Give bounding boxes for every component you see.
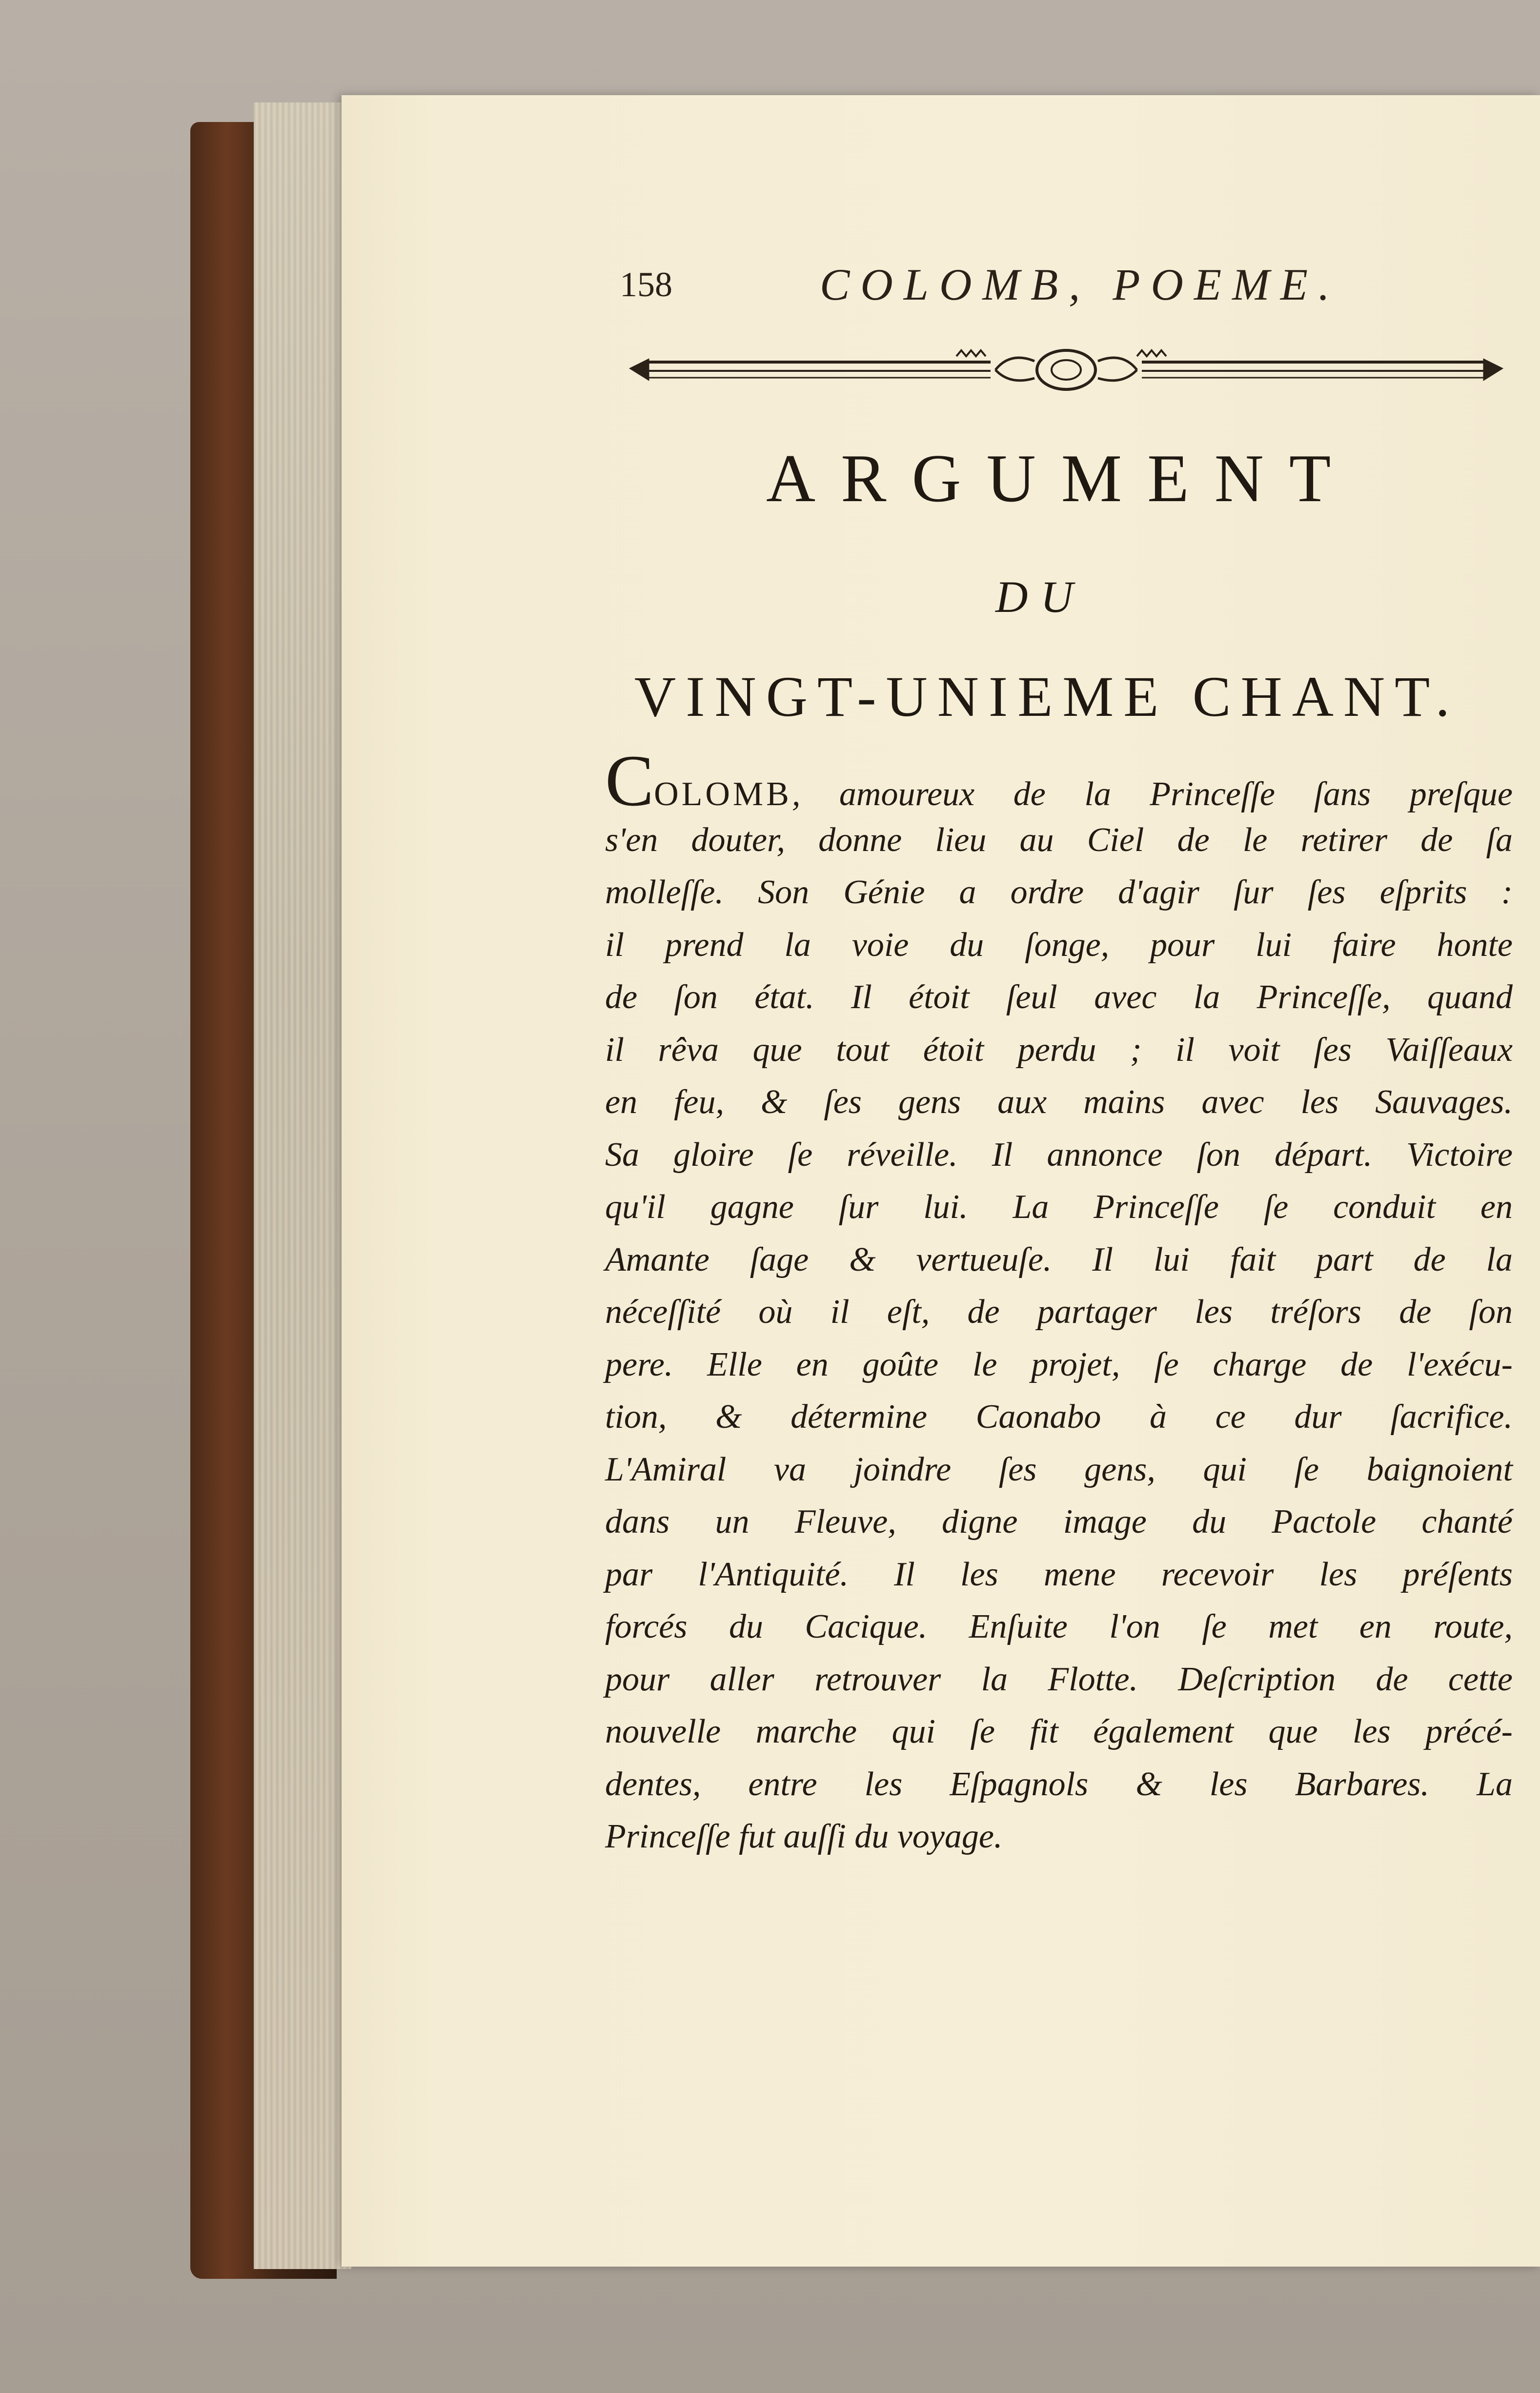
text-line: Sa gloire ſe réveille. Il annonce ſon départ. Victoire	[605, 1136, 1513, 1174]
text-line: il prend la voie du ſonge, pour lui faire honte	[605, 926, 1513, 964]
text-line: forcés du Cacique. Enſuite l'on ſe met en route,	[605, 1608, 1513, 1645]
text-line: néceſſité où il eſt, de partager les tréſors de ſon	[605, 1293, 1513, 1331]
text-line: de ſon état. Il étoit ſeul avec la Princeſſe, quand	[605, 978, 1513, 1016]
text-line: en feu, & ſes gens aux mains avec les Sauvages.	[605, 1083, 1513, 1121]
text-line: s'en douter, donne lieu au Ciel de le retirer de ſa	[605, 821, 1513, 859]
ornamental-rule	[620, 342, 1513, 395]
first-word: OLOMB	[654, 775, 792, 813]
text-line: dentes, entre les Eſpagnols & les Barbares. La	[605, 1765, 1513, 1803]
argument-text	[605, 740, 1513, 1863]
text-line: Princeſſe fut auſſi du voyage.	[605, 1818, 1003, 1855]
text-line: tion, & détermine Caonabo à ce dur ſacrifice.	[605, 1398, 1513, 1436]
text-line: pour aller retrouver la Flotte. Deſcription de cette	[605, 1660, 1513, 1698]
page-number: 158	[620, 265, 672, 304]
running-head: COLOMB, POEME.	[820, 260, 1340, 309]
title-chant: VINGT-UNIEME CHANT.	[634, 665, 1459, 729]
title-du: DU	[995, 572, 1086, 622]
text-line: il rêva que tout étoit perdu ; il voit ſes Vaiſſeaux	[605, 1031, 1513, 1069]
text-line: Amante ſage & vertueuſe. Il lui fait part de la	[605, 1240, 1513, 1278]
text-line: par l'Antiquité. Il les mene recevoir les préſents	[605, 1555, 1513, 1593]
page-edges	[254, 102, 351, 2269]
title-argument: ARGUMENT	[766, 441, 1357, 516]
text-line: dans un Fleuve, digne image du Pactole chanté	[605, 1503, 1513, 1541]
text-line: molleſſe. Son Génie a ordre d'agir ſur ſes eſprits :	[605, 873, 1513, 911]
text-line: nouvelle marche qui ſe fit également que les précé-	[605, 1713, 1513, 1750]
drop-cap: C	[605, 740, 654, 821]
page-header	[620, 254, 1513, 322]
text-line: qu'il gagne ſur lui. La Princeſſe ſe conduit en	[605, 1188, 1513, 1226]
text-line: COLOMB, amoureux de la Princeſſe ſans preſque	[605, 740, 1513, 821]
text-line: L'Amiral va joindre ſes gens, qui ſe baignoient	[605, 1450, 1513, 1488]
text-line: pere. Elle en goûte le projet, ſe charge de l'exécu-	[605, 1345, 1513, 1383]
